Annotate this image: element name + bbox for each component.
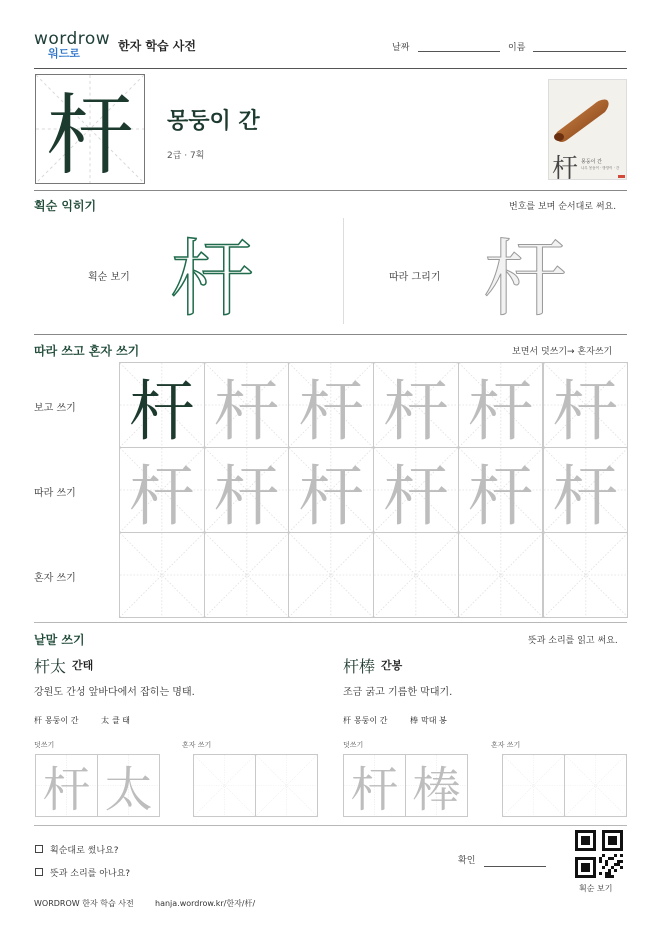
word-1-trace-label: 덧쓰기 xyxy=(34,741,55,749)
word-trace-char: 杆 xyxy=(350,762,399,817)
guide-lines xyxy=(374,533,458,617)
practice-cell[interactable] xyxy=(204,447,290,533)
stroke-trace-area[interactable] xyxy=(475,222,575,328)
practice-cell[interactable] xyxy=(373,362,459,448)
illustration-badge xyxy=(618,175,625,178)
practice-cell[interactable] xyxy=(119,362,205,448)
practice-cell[interactable] xyxy=(543,447,629,533)
trace-char: 杆 xyxy=(552,457,619,533)
word-2-solo-box[interactable] xyxy=(564,754,627,817)
row-label-trace: 따라 쓰기 xyxy=(34,488,76,499)
word-2-char1-meaning: 몽둥이 간 xyxy=(354,716,388,725)
row-label-solo: 혼자 쓰기 xyxy=(34,573,76,584)
date-field[interactable] xyxy=(418,51,500,52)
guide-lines xyxy=(256,755,317,816)
trace-char: 杆 xyxy=(213,372,280,448)
check-stroke-order-box[interactable] xyxy=(35,845,43,853)
trace-char: 杆 xyxy=(552,372,619,448)
word-1-trace-box[interactable] xyxy=(97,754,160,817)
words-divider-bottom xyxy=(34,825,627,826)
illustration-subcaption: 나무 몽둥이 · 방망이 · 간 xyxy=(581,166,620,170)
word-2-char2-meaning: 막대 봉 xyxy=(421,716,447,725)
name-label: 이름 xyxy=(508,43,526,53)
practice-cell[interactable] xyxy=(288,447,374,533)
practice-cell[interactable] xyxy=(373,447,459,533)
char-meaning: 몽둥이 간 xyxy=(167,109,260,134)
guide-lines xyxy=(565,755,626,816)
model-char: 杆 xyxy=(128,372,195,448)
word-2-trace-label: 덧쓰기 xyxy=(343,741,364,749)
header-divider xyxy=(34,68,627,69)
stroke-trace-char: 杆 xyxy=(482,229,567,328)
word-2-trace-box[interactable] xyxy=(343,754,406,817)
word-1-solo-box[interactable] xyxy=(193,754,256,817)
practice-section-hint: 보면서 덧쓰기→ 혼자쓰기 xyxy=(512,347,613,357)
main-divider xyxy=(34,190,627,191)
name-field[interactable] xyxy=(533,51,626,52)
confirm-field[interactable] xyxy=(484,866,546,867)
stroke-view-char: 杆 xyxy=(169,229,254,328)
trace-char: 杆 xyxy=(382,372,449,448)
word-trace-char: 太 xyxy=(104,762,153,817)
practice-cell[interactable] xyxy=(119,532,205,618)
practice-cell[interactable] xyxy=(543,532,629,618)
word-2-reading: 간봉 xyxy=(381,659,403,672)
trace-char: 杆 xyxy=(467,372,534,448)
word-1-trace-box[interactable] xyxy=(35,754,98,817)
char-illustration xyxy=(548,79,627,180)
stroke-divider xyxy=(34,334,627,335)
check-meaning-label: 뜻과 소리를 아나요? xyxy=(50,869,131,879)
trace-char: 杆 xyxy=(298,457,365,533)
word-1-solo-box[interactable] xyxy=(255,754,318,817)
guide-lines xyxy=(289,533,373,617)
practice-section-title: 따라 쓰고 혼자 쓰기 xyxy=(34,344,140,358)
practice-cell[interactable] xyxy=(288,362,374,448)
practice-cell[interactable] xyxy=(119,447,205,533)
word-2-hanja: 杆棒 xyxy=(343,657,376,676)
word-1-reading: 간태 xyxy=(72,659,94,672)
footer-brand: WORDROW 한자 학습 사전 xyxy=(34,899,134,908)
guide-lines xyxy=(544,533,628,617)
practice-cell[interactable] xyxy=(543,362,629,448)
logo-top-text: wordrow xyxy=(34,29,111,49)
stroke-view-label: 획순 보기 xyxy=(88,272,130,283)
word-1-solo-label: 혼자 쓰기 xyxy=(182,741,212,749)
word-1-char2: 太 xyxy=(101,716,109,725)
illustration-caption: 몽둥이 간 xyxy=(581,159,602,165)
illustration-char: 杆 xyxy=(552,154,579,180)
row-label-see: 보고 쓰기 xyxy=(34,403,76,414)
qr-code[interactable] xyxy=(575,830,623,878)
stroke-order-view xyxy=(162,222,262,328)
words-section-title: 낱말 쓰기 xyxy=(34,633,85,647)
practice-cell[interactable] xyxy=(204,532,290,618)
word-2-definition: 조금 굵고 기름한 막대기. xyxy=(343,687,453,698)
stroke-trace-label: 따라 그리기 xyxy=(389,272,441,283)
logo[interactable] xyxy=(34,30,114,66)
check-stroke-order-label: 획순대로 썼나요? xyxy=(50,846,119,856)
word-2-solo-box[interactable] xyxy=(502,754,565,817)
practice-cell[interactable] xyxy=(458,532,544,618)
confirm-label: 확인 xyxy=(458,856,476,866)
words-divider-top xyxy=(34,622,627,623)
practice-cell[interactable] xyxy=(373,532,459,618)
words-section-hint: 뜻과 소리를 읽고 써요. xyxy=(528,636,618,646)
practice-cell[interactable] xyxy=(204,362,290,448)
main-char: 杆 xyxy=(45,84,134,184)
practice-cell[interactable] xyxy=(288,532,374,618)
main-char-box xyxy=(35,74,145,184)
logo-bottom-text: 워드로 xyxy=(48,47,80,60)
word-2-char1: 杆 xyxy=(343,716,351,725)
trace-char: 杆 xyxy=(213,457,280,533)
guide-lines xyxy=(120,533,204,617)
trace-char: 杆 xyxy=(298,372,365,448)
stroke-section-title: 획순 익히기 xyxy=(34,199,97,213)
word-2-solo-label: 혼자 쓰기 xyxy=(491,741,521,749)
word-1-definition: 강원도 간성 앞바다에서 잡히는 명태. xyxy=(34,687,195,698)
word-2-trace-box[interactable] xyxy=(405,754,468,817)
app-title: 한자 학습 사전 xyxy=(118,39,196,53)
word-1-char2-meaning: 클 태 xyxy=(112,716,130,725)
date-label: 날짜 xyxy=(392,43,410,53)
word-1-char1-meaning: 몽둥이 간 xyxy=(45,716,79,725)
word-2-char2: 棒 xyxy=(410,716,418,725)
footer-url[interactable]: hanja.wordrow.kr/한자/杆/ xyxy=(155,899,256,908)
word-trace-char: 杆 xyxy=(42,762,91,817)
stroke-section-vdivider xyxy=(343,218,344,324)
stroke-section-hint: 번호를 보며 순서대로 써요. xyxy=(509,202,617,212)
qr-icon xyxy=(575,830,623,878)
word-trace-char: 棒 xyxy=(412,762,461,817)
guide-lines xyxy=(205,533,289,617)
practice-cell[interactable] xyxy=(458,362,544,448)
guide-lines xyxy=(194,755,255,816)
guide-lines xyxy=(459,533,543,617)
guide-lines xyxy=(503,755,564,816)
word-1-char1: 杆 xyxy=(34,716,42,725)
trace-char: 杆 xyxy=(467,457,534,533)
trace-char: 杆 xyxy=(382,457,449,533)
word-1-hanja: 杆太 xyxy=(34,657,67,676)
qr-label: 획순 보기 xyxy=(579,884,613,893)
practice-cell[interactable] xyxy=(458,447,544,533)
trace-char: 杆 xyxy=(128,457,195,533)
check-meaning-box[interactable] xyxy=(35,868,43,876)
char-meta: 2급 · 7획 xyxy=(167,151,205,161)
